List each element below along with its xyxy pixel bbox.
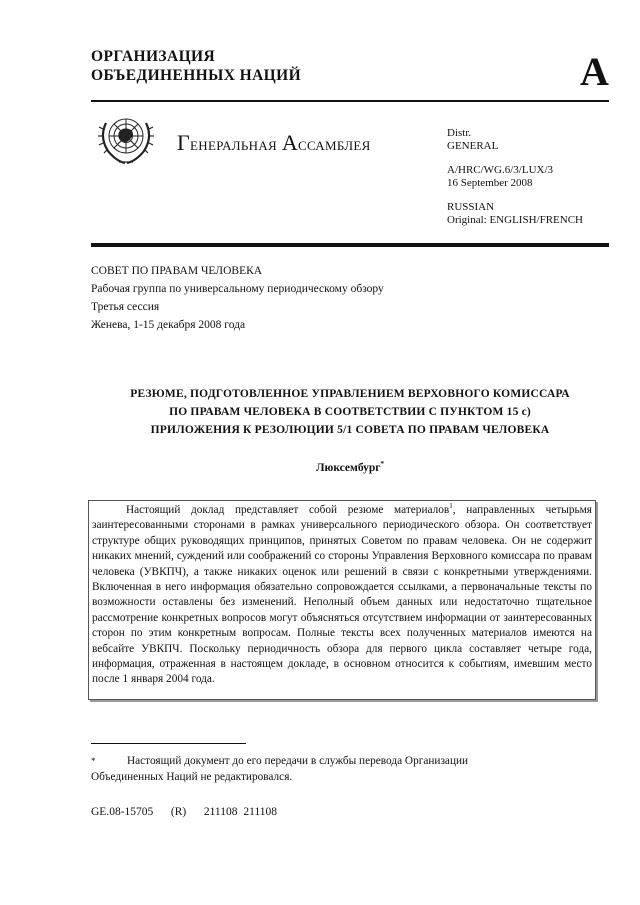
document-metadata [447, 127, 583, 227]
masthead-rule [91, 243, 609, 247]
country-name: Люксембург* [315, 460, 385, 474]
footnote-ref-star[interactable]: * [380, 460, 385, 469]
distr-value: GENERAL [447, 140, 499, 152]
document-date: 16 September 2008 [447, 177, 533, 189]
header-rule [91, 100, 609, 102]
footnote [91, 753, 531, 785]
session-info [91, 262, 384, 334]
job-number: GE.08-15705 (R) 211108 211108 [91, 806, 278, 818]
document-title: РЕЗЮМЕ, ПОДГОТОВЛЕННОЕ УПРАВЛЕНИЕМ ВЕРХОВНОГО КОМИССАРА ПО ПРАВАМ ЧЕЛОВЕКА В СООТВЕТСТВИИ С ПУНКТОМ 15 с) ПРИЛОЖЕНИЯ К РЕЗОЛЮЦИИ 5/1 СОВЕТА ПО ПРАВАМ ЧЕЛОВЕКА [130, 388, 570, 436]
footnote-ref-1[interactable]: 1 [449, 502, 453, 511]
distr-label: Distr. [447, 127, 472, 139]
body-title: Генеральная Ассамблея [177, 130, 371, 155]
un-emblem-icon [97, 111, 155, 167]
footnote-separator [91, 743, 246, 744]
summary-text: Настоящий доклад представляет собой резюме материалов$^1$, направленных четырьмя заинтересованными сторонами в рамках универсального периодического обзора. Он соответствует структуре общих руководящих принципов, принятых Советом по правам человека. Он не содержит никаких мнений, суждений или соображений со стороны Управления Верховного комиссара по правам человека (УВКПЧ), а также никаких оценок или решений в связи с конкретными утверждениями. Включенная в него информация обязательно сопровождается ссылками, а первоначальные тексты по возможности оставлены без изменений. Неполный объем данных или недостаточно тщательное рассмотрение конкретных вопросов могут объясняться отсутствием информации от заинтересованных сторон по этим конкретным вопросам. Полные тексты всех полученных материалов имеются на вебсайте УВКПЧ. Поскольку периодичность обзора для первого цикла составляет четыре года, информация, отраженная в настоящем докладе, в основном относится к событиям, имевшим место после 1 января 2004 года. [92, 502, 592, 686]
document-language: RUSSIAN [447, 201, 495, 213]
session-name: Третья сессия [91, 301, 160, 313]
series-letter: A [580, 49, 609, 94]
org-name-line2: ОБЪЕДИНЕННЫХ НАЦИЙ [91, 67, 302, 84]
summary-box [88, 500, 596, 700]
document-symbol: A/HRC/WG.6/3/LUX/3 [447, 164, 554, 176]
working-group: Рабочая группа по универсальному периодическому обзору [91, 283, 384, 295]
council-name: СОВЕТ ПО ПРАВАМ ЧЕЛОВЕКА [91, 265, 263, 277]
org-name-line1: ОРГАНИЗАЦИЯ [91, 48, 216, 65]
location-dates: Женева, 1-15 декабря 2008 года [91, 319, 246, 331]
footnote-text: Настоящий документ до его передачи в службы перевода Организации Объединенных Наций не редактировался. [91, 755, 469, 783]
footnote-mark: * [91, 756, 96, 766]
original-language: Original: ENGLISH/FRENCH [447, 214, 583, 226]
